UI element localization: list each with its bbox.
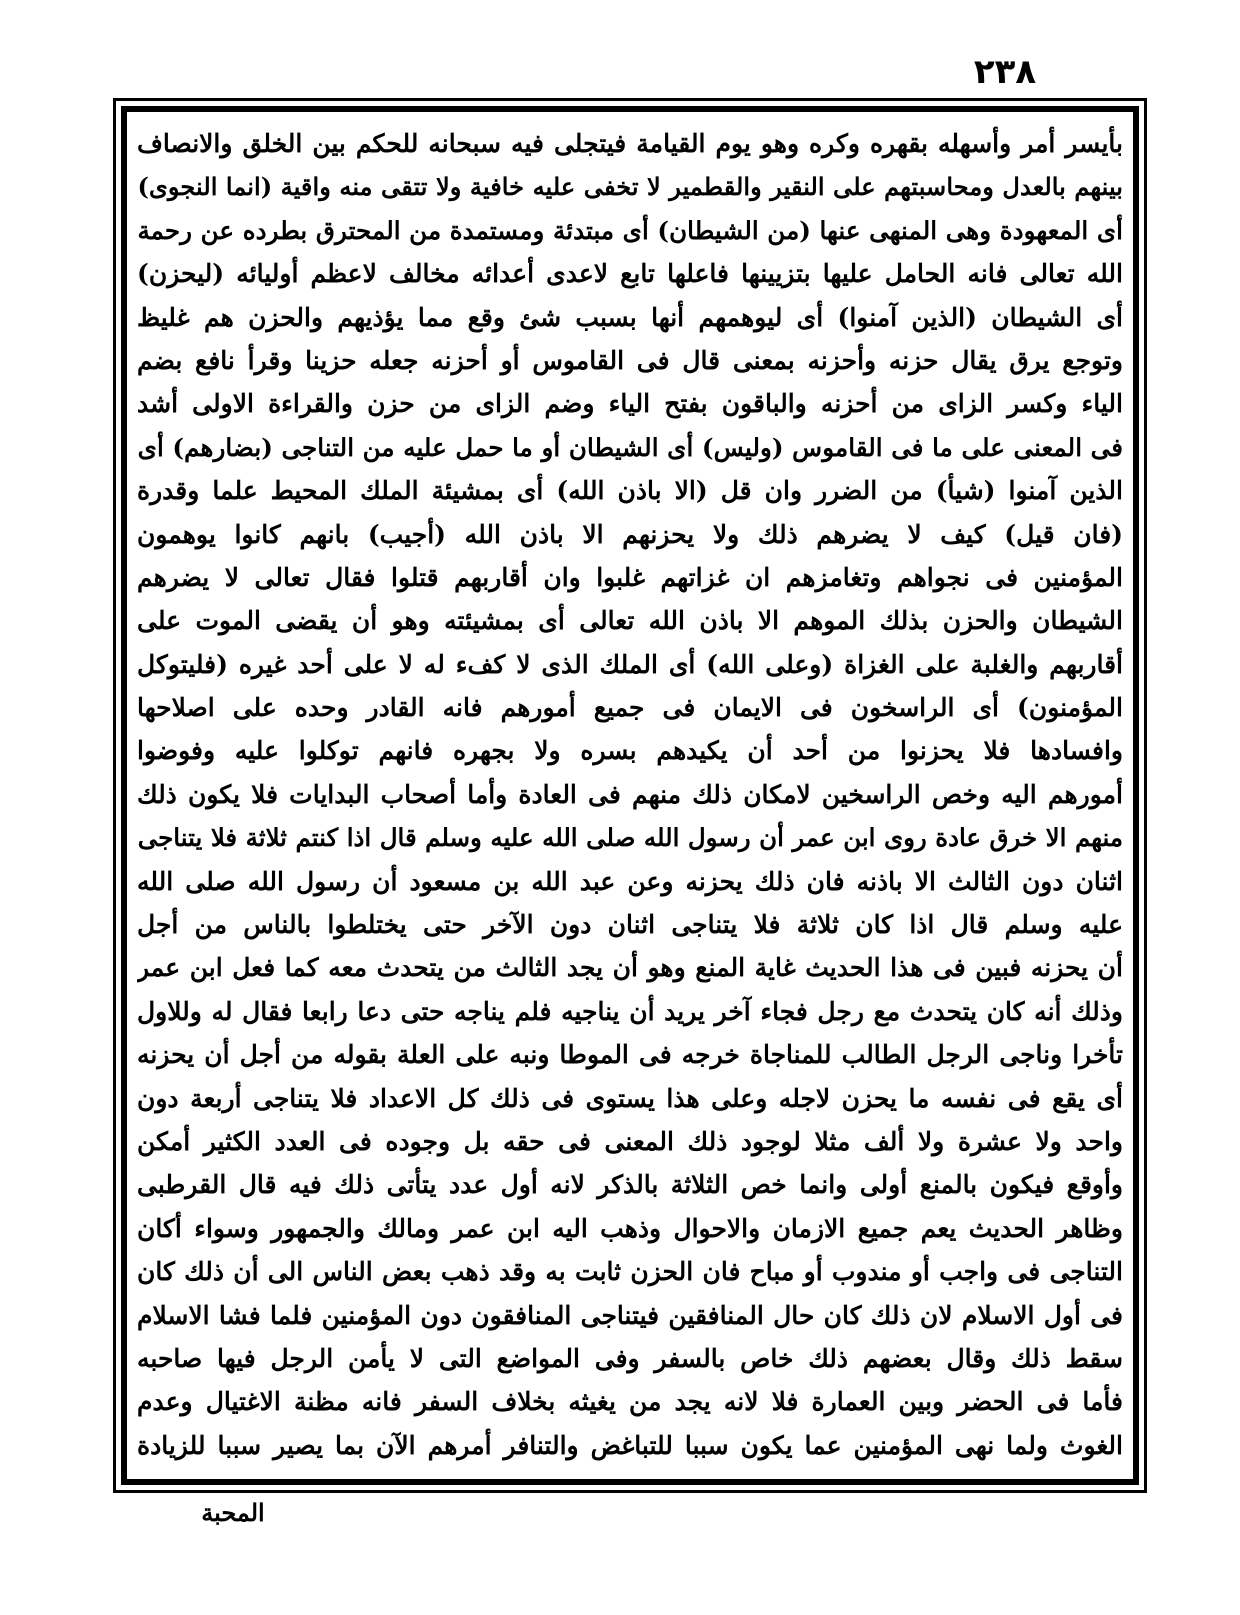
text-line: المؤمنون) أى الراسخون فى الايمان فى جميع أمورهم فانه القادر وحده على اصلاحها — [137, 693, 1123, 723]
text-line: (فان قيل) كيف لا يضرهم ذلك ولا يحزنهم الا باذن الله (أجيب) بانهم كانوا يوهمون — [137, 519, 1123, 549]
text-line: الله تعالى فانه الحامل عليها بتزيينها فاعلها تابع لاعدى أعدائه مخالف لاعظم أوليائه (ليحزن) — [137, 259, 1123, 289]
text-line: وظاهر الحديث يعم جميع الازمان والاحوال وذهب اليه ابن عمر ومالك والجمهور وسواء أكان — [137, 1213, 1123, 1243]
text-line: وأوقع فيكون بالمنع أولى وانما خص الثلاثة بالذكر لانه أول عدد يتأتى ذلك فيه قال القرطبى — [137, 1170, 1123, 1200]
text-line: وتوجع يرق يقال حزنه وأحزنه بمعنى قال فى القاموس أو أحزنه جعله حزينا وقرأ نافع بضم — [137, 345, 1123, 375]
text-line: فى المعنى على ما فى القاموس (وليس) أى الشيطان أو ما حمل عليه من التناجى (بضارهم) أى — [137, 432, 1123, 462]
text-line: منهم الا خرق عادة روى ابن عمر أن رسول الله صلى الله عليه وسلم قال اذا كنتم ثلاثة فلا يتناجى — [137, 823, 1123, 853]
text-line: بينهم بالعدل ومحاسبتهم على النقير والقطمير لا تخفى عليه خافية ولا تتقى منه واقية (انما النجوى) — [137, 172, 1123, 202]
catchword: المحبة — [201, 1498, 265, 1527]
text-line: فأما فى الحضر وبين العمارة فلا لانه يجد من يغيثه بخلاف السفر فانه مظنة الاغتيال وعدم — [137, 1387, 1123, 1417]
text-line: المؤمنين فى نجواهم وتغامزهم ان غزاتهم غلبوا وان أقاربهم قتلوا فقال تعالى لا يضرهم — [137, 562, 1123, 592]
text-line: بأيسر أمر وأسهله بقهره وكره وهو يوم القيامة فيتجلى فيه سبحانه للحكم بين الخلق والانصاف — [137, 129, 1123, 158]
text-line: وافسادها فلا يحزنوا من أحد أن يكيدهم بسره ولا بجهره فانهم توكلوا عليه وفوضوا — [137, 736, 1123, 766]
text-line: اثنان دون الثالث الا باذنه فان ذلك يحزنه وعن عبد الله بن مسعود أن رسول الله صلى الله — [137, 866, 1123, 896]
main-text-block — [137, 122, 1123, 1467]
text-line: أى المعهودة وهى المنهى عنها (من الشيطان) أى مبتدئة ومستمدة من المحترق بطرده عن رحمة — [137, 215, 1123, 245]
text-line: الذين آمنوا (شيأ) من الضرر وان قل (الا باذن الله) أى بمشيئة الملك المحيط علما وقدرة — [137, 476, 1123, 506]
text-line: أن يحزنه فبين فى هذا الحديث غاية المنع وهو أن يجد الثالث من يتحدث معه كما فعل ابن عمر — [137, 953, 1123, 983]
page-frame — [121, 106, 1139, 1485]
page-number: ٢٣٨ — [973, 52, 1037, 92]
text-line: الشيطان والحزن بذلك الموهم الا باذن الله تعالى أى بمشيئته وهو أن يقضى الموت على — [137, 606, 1123, 636]
text-line: التناجى فى واجب أو مندوب أو مباح فان الحزن ثابت به وقد ذهب بعض الناس الى أن ذلك كان — [137, 1257, 1123, 1287]
text-line: تأخرا وناجى الرجل الطالب للمناجاة خرجه فى الموطا ونبه على العلة بقوله من أجل أن يحزنه — [137, 1040, 1123, 1070]
text-line: فى أول الاسلام لان ذلك كان حال المنافقين فيتناجى المنافقون دون المؤمنين فلما فشا الاسلام — [137, 1300, 1123, 1330]
text-line: أقاربهم والغلبة على الغزاة (وعلى الله) أى الملك الذى لا كفء له لا على أحد غيره (فليتوكل — [137, 649, 1123, 679]
text-line: وذلك أنه كان يتحدث مع رجل فجاء آخر يريد أن يناجيه فلم يناجه حتى دعا رابعا فقال له وللاول — [137, 996, 1123, 1026]
text-line: أى يقع فى نفسه ما يحزن لاجله وعلى هذا يستوى فى ذلك كل الاعداد فلا يتناجى أربعة دون — [137, 1083, 1123, 1113]
text-line: أى الشيطان (الذين آمنوا) أى ليوهمهم أنها بسبب شئ وقع مما يؤذيهم والحزن هم غليظ — [137, 302, 1123, 332]
text-line: سقط ذلك وقال بعضهم ذلك خاص بالسفر وفى المواضع التى لا يأمن الرجل فيها صاحبه — [137, 1343, 1123, 1373]
text-line: أمورهم اليه وخص الراسخين لامكان ذلك منهم فى العادة وأما أصحاب البدايات فلا يكون ذلك — [137, 779, 1123, 809]
text-line: الغوث ولما نهى المؤمنين عما يكون سببا للتباغض والتنافر أمرهم الآن بما يصير سببا للزيادة — [137, 1430, 1123, 1460]
text-line: الياء وكسر الزاى من أحزنه والباقون بفتح الياء وضم الزاى من حزن والقراءة الاولى أشد — [137, 389, 1123, 419]
text-line: واحد ولا عشرة ولا ألف مثلا لوجود ذلك المعنى فى حقه بل وجوده فى العدد الكثير أمكن — [137, 1126, 1123, 1156]
text-line: عليه وسلم قال اذا كان ثلاثة فلا يتناجى اثنان دون الآخر حتى يختلطوا بالناس من أجل — [137, 910, 1123, 940]
